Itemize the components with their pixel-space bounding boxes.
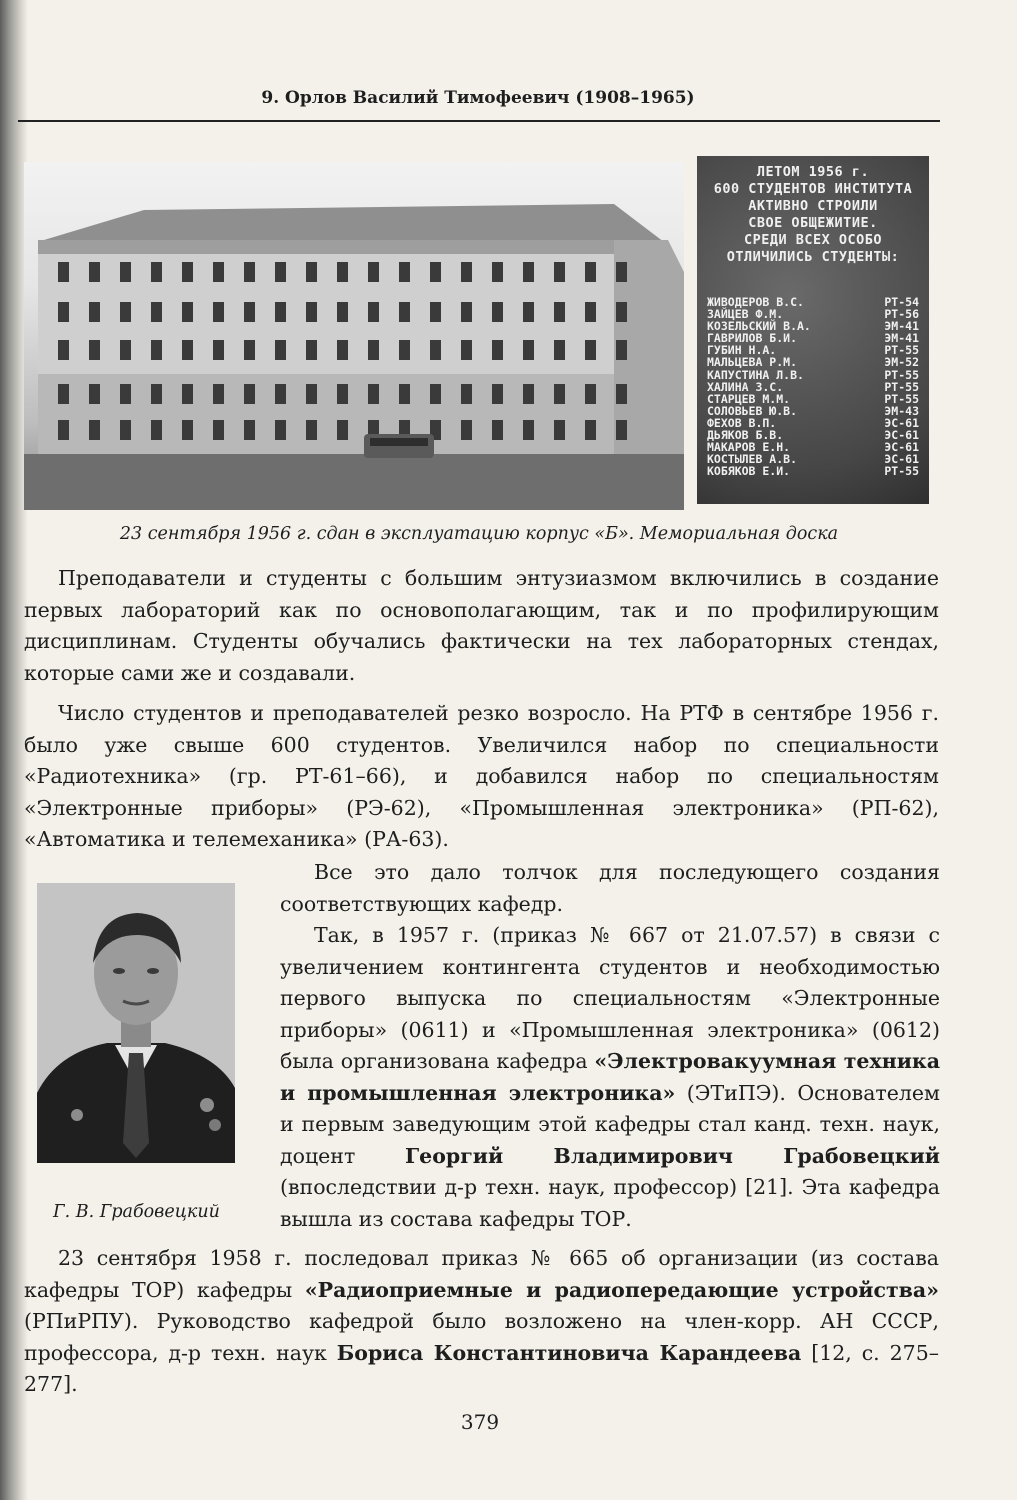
building-window — [616, 262, 627, 282]
building-window — [244, 420, 255, 440]
building-window — [430, 262, 441, 282]
building-window — [213, 302, 224, 322]
plaque-student-name: ЖИВОДЕРОВ В.С. — [707, 295, 804, 309]
plaque-student-name: КАПУСТИНА Л.В. — [707, 367, 804, 382]
plaque-student-group: ЭМ-41 — [884, 331, 919, 346]
building-window — [554, 384, 565, 404]
building-window — [120, 384, 131, 404]
plaque-header-line: ЛЕТОМ 1956 г. — [756, 164, 870, 180]
person-name: Георгий Владимирович Грабовецкий — [405, 1143, 940, 1168]
building-window — [368, 384, 379, 404]
building-window — [213, 340, 224, 360]
plaque-student-group: ЭС-61 — [884, 415, 919, 430]
building-window — [430, 340, 441, 360]
building-window — [554, 340, 565, 360]
building-window — [182, 420, 193, 440]
plaque-header-line: СРЕДИ ВСЕХ ОСОБО — [743, 232, 883, 248]
building-window — [306, 420, 317, 440]
plaque-student-name: МАЛЬЦЕВА Р.М. — [707, 355, 798, 370]
plaque-row — [707, 465, 919, 477]
plaque-student-group: РТ-56 — [884, 307, 919, 322]
building-window — [151, 420, 162, 440]
paragraph-2: Число студентов и преподавателей резко возросло. На РТФ в сентябре 1956 г. было уже свыше 600 студентов. Увеличился набор по специальности «Радиотехника» (гр. РТ-61–66), и добавился набор по специальностям «Электронные приборы» (РЭ-62), «Промышленная электроника» (РП-62), «Автоматика и телемеханика» (РА-63). — [24, 701, 939, 851]
plaque-header-line: АКТИВНО СТРОИЛИ — [748, 198, 878, 214]
building-window — [58, 340, 69, 360]
building-window — [120, 302, 131, 322]
building-window — [213, 384, 224, 404]
building-window — [399, 340, 410, 360]
building-window — [306, 384, 317, 404]
paragraph-3: Все это дало толчок для последующего создания соответствующих кафедр. — [280, 860, 940, 916]
building-window — [492, 420, 503, 440]
plaque-student-group: РТ-55 — [884, 464, 919, 479]
header-rule — [18, 120, 940, 122]
building-window — [523, 262, 534, 282]
building-window — [585, 302, 596, 322]
building-window — [461, 262, 472, 282]
plaque-student-name: СТАРЦЕВ М.М. — [707, 391, 791, 406]
plaque-student-name: МАКАРОВ Е.Н. — [707, 440, 791, 455]
building-window — [337, 420, 348, 440]
plaque-student-name: ЗАЙЦЕВ Ф.М. — [707, 307, 784, 322]
plaque-student-group: ЭС-61 — [884, 440, 919, 455]
building-window — [151, 384, 162, 404]
text-span: Так, в 1957 г. (приказ № 667 от 21.07.57) в связи с увеличением контингента студентов и необходимостью первого выпуска по специальностям «Электронные приборы» (0611) и «Промышленная электроника» (0612) была организована кафедра — [280, 923, 940, 1073]
building-window — [616, 302, 627, 322]
building-window — [244, 340, 255, 360]
building-window — [337, 302, 348, 322]
building-window — [461, 384, 472, 404]
building-window — [89, 302, 100, 322]
building-window — [616, 340, 627, 360]
plaque-header-line: ОТЛИЧИЛИСЬ СТУДЕНТЫ: — [726, 249, 900, 265]
building-window — [399, 384, 410, 404]
building-window — [585, 420, 596, 440]
building-window — [337, 262, 348, 282]
building-window — [616, 420, 627, 440]
building-window — [492, 262, 503, 282]
building-window — [585, 262, 596, 282]
building-window — [368, 262, 379, 282]
building-window — [213, 262, 224, 282]
building-window — [616, 384, 627, 404]
portrait-caption: Г. В. Грабовецкий — [53, 1202, 220, 1222]
building-window — [151, 302, 162, 322]
plaque-header-line: 600 СТУДЕНТОВ ИНСТИТУТА — [713, 181, 913, 197]
building-window — [244, 262, 255, 282]
department-name: «Электровакуумная техника и промышленная электроника» — [280, 1049, 940, 1105]
building-window — [461, 302, 472, 322]
plaque-header-line: СВОЕ ОБЩЕЖИТИЕ. — [748, 215, 878, 231]
plaque-student-group: РТ-55 — [884, 343, 919, 358]
plaque-header — [707, 164, 919, 266]
building-window — [182, 262, 193, 282]
building-window — [89, 420, 100, 440]
building-window — [151, 262, 162, 282]
plaque-student-group: ЭС-61 — [884, 428, 919, 443]
building-window — [430, 302, 441, 322]
building-window — [213, 420, 224, 440]
paragraph-5 — [24, 1243, 939, 1401]
plaque-student-name: КОБЯКОВ Е.И. — [707, 464, 791, 479]
building-window — [523, 340, 534, 360]
plaque-student-name: ГУБИН Н.А. — [707, 343, 777, 358]
building-window — [554, 302, 565, 322]
building-window — [554, 262, 565, 282]
building-photo — [24, 162, 684, 510]
building-window — [523, 420, 534, 440]
building-window — [58, 384, 69, 404]
running-head: 9. Орлов Василий Тимофеевич (1908–1965) — [261, 88, 695, 108]
plaque-row — [707, 356, 919, 368]
building-window — [337, 384, 348, 404]
plaque-list — [707, 296, 919, 477]
text-span: [12, с. 275–277]. — [24, 1340, 939, 1396]
building-window — [306, 262, 317, 282]
text-span: (впоследствии д-р техн. наук, профессор) [21]. Эта кафедра вышла из состава кафедры ТОР. — [280, 1175, 940, 1231]
department-name: «Радиоприемные и радиопередающие устройства» — [304, 1277, 939, 1302]
building-window — [120, 420, 131, 440]
text-span: (ЭТиПЭ). Основателем и первым заведующим этой кафедры стал канд. техн. наук, доцент — [280, 1080, 940, 1168]
building-window — [120, 340, 131, 360]
building-window — [368, 340, 379, 360]
portrait-photo — [37, 883, 235, 1163]
plaque-student-group: РТ-54 — [884, 295, 919, 309]
page-number: 379 — [460, 1410, 500, 1434]
building-window — [58, 302, 69, 322]
building-window — [89, 262, 100, 282]
person-name: Бориса Константиновича Карандеева — [336, 1340, 802, 1365]
building-window — [182, 302, 193, 322]
building-window — [430, 384, 441, 404]
building-window — [89, 384, 100, 404]
plaque-student-name: КОЗЕЛЬСКИЙ В.А. — [707, 319, 811, 334]
building-window — [58, 420, 69, 440]
plaque-student-name: ХАЛИНА З.С. — [707, 379, 784, 394]
building-window — [399, 302, 410, 322]
paragraph-4 — [280, 920, 940, 1235]
plaque-student-name: ГАВРИЛОВ Б.И. — [707, 331, 798, 346]
building-window — [244, 384, 255, 404]
building-window — [275, 384, 286, 404]
plaque-student-group: РТ-55 — [884, 367, 919, 382]
building-window — [151, 340, 162, 360]
building-window — [306, 340, 317, 360]
building-window — [523, 384, 534, 404]
memorial-plaque — [697, 156, 929, 504]
plaque-student-group: ЭМ-41 — [884, 319, 919, 334]
plaque-student-name: ДЬЯКОВ Б.В. — [707, 428, 784, 443]
building-window — [492, 340, 503, 360]
building-window — [523, 302, 534, 322]
building-window — [585, 340, 596, 360]
building-window — [89, 340, 100, 360]
plaque-student-name: ФЕХОВ В.П. — [707, 415, 777, 430]
building-window — [275, 420, 286, 440]
building-window — [399, 262, 410, 282]
plaque-student-group: РТ-55 — [884, 379, 919, 394]
plaque-row — [707, 381, 919, 393]
building-window — [306, 302, 317, 322]
building-window — [492, 302, 503, 322]
building-window — [275, 340, 286, 360]
building-window — [585, 384, 596, 404]
building-window — [182, 384, 193, 404]
paragraph-1: Преподаватели и студенты с большим энтузиазмом включились в создание первых лабораторий как по основополагающим, так и по профилирующим дисциплинам. Студенты обучались фактически на тех лабораторных стендах, которые сами же и создавали. — [24, 566, 939, 685]
plaque-student-group: РТ-55 — [884, 391, 919, 406]
building-window — [275, 302, 286, 322]
building-window — [492, 384, 503, 404]
text-span: 23 сентября 1958 г. последовал приказ № 665 об организации (из состава кафедры ТОР) кафедры — [24, 1246, 939, 1302]
building-window — [275, 262, 286, 282]
plaque-student-group: ЭМ-43 — [884, 403, 919, 418]
plaque-row — [707, 369, 919, 381]
building-window — [58, 262, 69, 282]
plaque-student-name: КОСТЫЛЕВ А.В. — [707, 452, 798, 467]
building-window — [461, 340, 472, 360]
building-window — [120, 262, 131, 282]
building-window — [337, 340, 348, 360]
building-window — [368, 302, 379, 322]
plaque-student-group: ЭМ-52 — [884, 355, 919, 370]
plaque-student-group: ЭС-61 — [884, 452, 919, 467]
building-window — [182, 340, 193, 360]
building-window — [461, 420, 472, 440]
plaque-student-name: СОЛОВЬЕВ Ю.В. — [707, 403, 798, 418]
building-window — [244, 302, 255, 322]
building-window — [554, 420, 565, 440]
photo-caption: 23 сентября 1956 г. сдан в эксплуатацию корпус «Б». Мемориальная доска — [119, 524, 839, 544]
text-span: (РПиРПУ). Руководство кафедрой было возложено на член-корр. АН СССР, профессора, д-р техн. наук — [24, 1309, 939, 1365]
